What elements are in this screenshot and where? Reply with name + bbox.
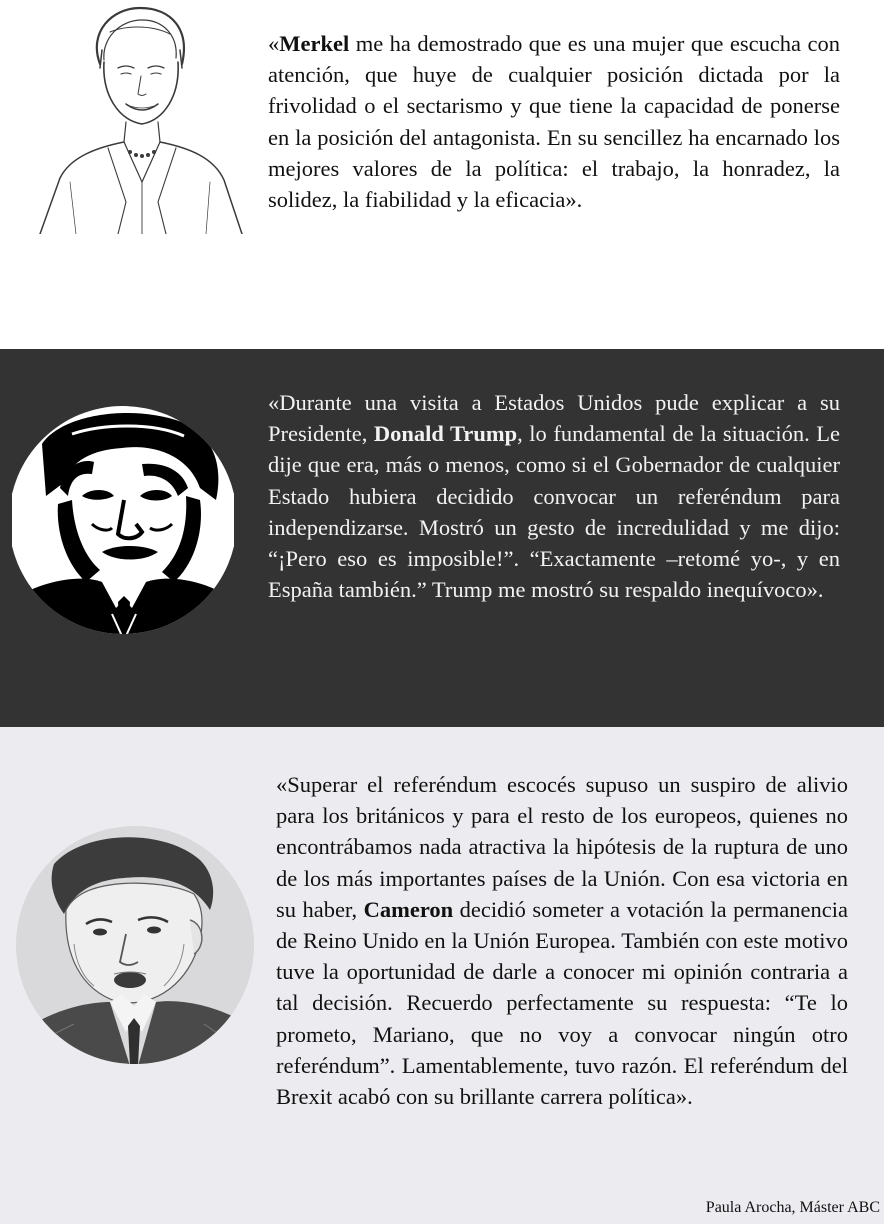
trump-name: Donald Trump [373, 421, 518, 447]
photo-credit: Paula Arocha, Máster ABC [705, 1199, 880, 1216]
merkel-quote-text: me ha demostrado que es una mujer que escucha con atención, que huye de cualquier posición dictada por la frivolidad o el sectarismo y que tiene la capacidad de ponerse en la posición del antagonista. En su sencillez ha encarnado los mejores valores de la política: el trabajo, la honradez, la solidez, la fiabilidad y la eficacia». [268, 31, 840, 213]
cameron-quote [276, 769, 848, 1112]
merkel-quote [268, 28, 840, 215]
trump-quote [268, 387, 840, 605]
cameron-quote-text-end: decidió someter a votación la permanencia de Reino Unido en la Unión Europea. También con este motivo tuve la oportunidad de darle a conocer mi opinión contraria a tal decisión. Recuerdo perfectamente su respuesta: “Te lo prometo, Mariano, que no voy a convocar ningún otro referéndum”. Lamentablemente, tuvo razón. El referéndum del Brexit acabó con su brillante carrera política». [276, 896, 848, 1110]
trump-quote-text-end: , lo fundamental de la situación. Le dije que era, más o menos, como si el Gobernador de cualquier Estado hubiera decidido convocar un referéndum para independizarse. Mostró un gesto de incredulidad y me dijo: “¡Pero eso es imposible!”. “Exactamente –retomé yo-, y en España también.” Trump me mostró su respaldo inequívoco». [268, 421, 840, 603]
merkel-name: Merkel [279, 31, 350, 56]
trump-portrait-stencil [12, 404, 234, 636]
cameron-portrait-sketch [14, 824, 256, 1066]
trump-quote-text-start: «Durante una visita a Estados Unidos pude explicar a su Presidente, [268, 390, 840, 447]
cameron-name: Cameron [363, 896, 454, 922]
quote-open-mark: « [268, 31, 280, 56]
cameron-quote-text-start: «Superar el referéndum escocés supuso un suspiro de alivio para los británicos y para el resto de los europeos, quienes no encontrábamos nada atractiva la hipótesis de la ruptura de uno de los más importantes países de la Unión. Con esa victoria en su haber, [276, 772, 848, 922]
merkel-portrait-sketch [30, 2, 245, 234]
